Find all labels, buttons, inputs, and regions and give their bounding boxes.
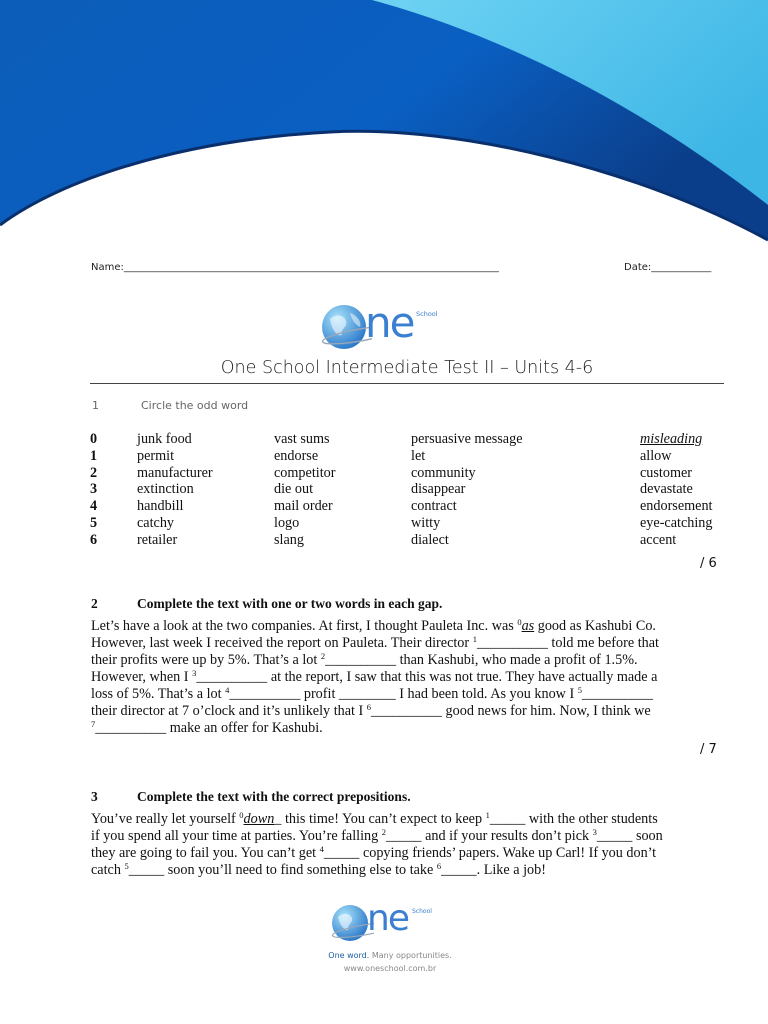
row-number: 3: [90, 481, 98, 498]
word-option: accent: [640, 531, 677, 548]
row-number: 1: [90, 447, 98, 464]
word-option: slang: [274, 531, 304, 548]
word-option: persuasive message: [411, 431, 523, 447]
tagline-primary: One word.: [328, 951, 370, 960]
word-option: allow: [640, 447, 672, 464]
section3-number: 3: [91, 789, 98, 804]
section1-score: / 6: [700, 556, 717, 571]
footer-logo-superscript: School: [412, 908, 432, 915]
word-option: retailer: [137, 531, 178, 548]
word-option: endorsement: [640, 498, 713, 515]
text-line: However, last week I received the report on Pauleta. Their director $^1$__________ told me before that: [91, 634, 659, 651]
row-number: 4: [90, 498, 98, 515]
text-line: if you spend all your time at parties. You’re falling $^2$_____ and if your results don’t pick $^3$_____ soon: [91, 827, 663, 844]
row-number: 0: [90, 431, 98, 447]
word-option: disappear: [411, 481, 466, 498]
text-line: However, when I $^3$__________ at the report, I saw that this was not true. They have actually made a: [91, 668, 658, 685]
word-option: manufacturer: [137, 464, 213, 481]
school-logo: [320, 298, 446, 354]
word-option: vast sums: [274, 431, 330, 447]
name-field-label: Name:___________________________________________________________________________: [91, 262, 499, 273]
word-option: mail order: [274, 498, 333, 515]
footer-logo-wordmark: ne: [367, 898, 408, 939]
date-field-label: Date:____________: [624, 262, 712, 273]
odd-word-row: [90, 481, 740, 498]
word-option: customer: [640, 464, 693, 481]
odd-word-table: [90, 431, 740, 549]
word-option: witty: [411, 514, 441, 531]
title-divider: [90, 383, 724, 384]
tagline-secondary: Many opportunities.: [369, 951, 452, 960]
odd-word-row: [90, 431, 740, 448]
section3-text: [91, 811, 731, 879]
word-option: endorse: [274, 447, 319, 464]
footer-tagline: [268, 951, 512, 960]
word-option: contract: [411, 498, 457, 515]
word-option: handbill: [137, 498, 184, 515]
text-line: their profits were up by 5%. That’s a lot $^2$__________ than Kashubi, who made a profit of 1.5%.: [91, 651, 638, 668]
text-line: they are going to fail you. You can’t get $^4$_____ copying friends’ papers. Wake up Carl! If you don’t: [91, 844, 657, 861]
odd-word-row: [90, 532, 740, 549]
row-number: 2: [90, 464, 98, 481]
footer-url: www.oneschool.com.br: [343, 964, 437, 973]
odd-word-row: [90, 448, 740, 465]
word-option: dialect: [411, 531, 449, 548]
row-number: 5: [90, 514, 98, 531]
section2-instruction: Complete the text with one or two words in each gap.: [137, 596, 443, 611]
word-option: eye-catching: [640, 514, 713, 531]
footer-logo: [330, 898, 440, 948]
text-line: You’ve really let yourself $^0$down_ this time! You can’t expect to keep $^1$_____ with the other students: [91, 810, 658, 827]
word-option: permit: [137, 447, 175, 464]
word-option: catchy: [137, 514, 175, 531]
section3-instruction: Complete the text with the correct prepositions.: [137, 789, 411, 804]
word-option: die out: [274, 481, 314, 498]
odd-word-row: [90, 465, 740, 482]
odd-word-row: [90, 515, 740, 532]
section2-number: 2: [91, 596, 98, 611]
word-option: extinction: [137, 481, 194, 498]
logo-superscript: School: [416, 310, 438, 318]
word-option: community: [411, 464, 476, 481]
text-line: Let’s have a look at the two companies. At first, I thought Pauleta Inc. was $^0$as good as Kashubi Co.: [91, 617, 656, 634]
section1-number: 1: [92, 399, 99, 412]
text-line: catch $^5$_____ soon you’ll need to find something else to take $^6$_____. Like a job!: [91, 861, 546, 878]
text-line: loss of 5%. That’s a lot $^4$__________ profit ________ I had been told. As you know I $^5$__________: [91, 685, 653, 702]
logo-wordmark: ne: [365, 298, 414, 347]
word-option: competitor: [274, 464, 336, 481]
header-wave-banner: [0, 0, 768, 260]
word-option: junk food: [137, 431, 192, 447]
text-line: $^7$__________ make an offer for Kashubi.: [91, 719, 323, 736]
section2-score: / 7: [700, 742, 717, 757]
word-option: logo: [274, 514, 300, 531]
word-option: devastate: [640, 481, 693, 498]
row-number: 6: [90, 531, 98, 548]
odd-word-row: [90, 498, 740, 515]
section2-text: [91, 618, 731, 737]
text-line: their director at 7 o’clock and it’s unlikely that I $^6$__________ good news for him. Now, I think we: [91, 702, 651, 719]
section1-instruction: Circle the odd word: [141, 399, 249, 412]
word-option: misleading: [640, 431, 703, 447]
test-title: One School Intermediate Test II – Units 4-6: [220, 358, 594, 378]
word-option: let: [411, 447, 426, 464]
